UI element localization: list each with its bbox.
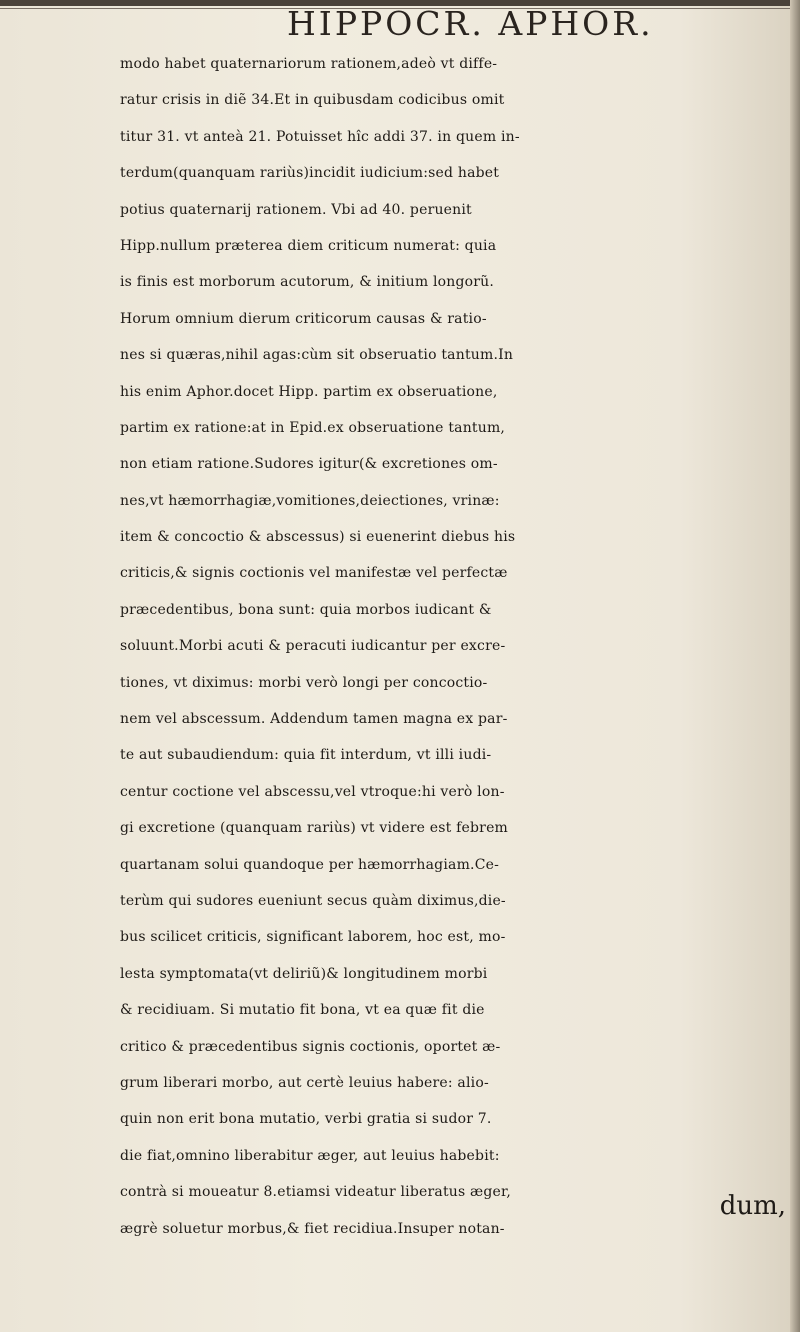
text-line: nem vel abscessum. Addendum tamen magna ex par- bbox=[120, 711, 508, 728]
text-line: Horum omnium dierum criticorum causas & ratio- bbox=[120, 310, 487, 327]
text-line: nes,vt hæmorrhagiæ,vomitiones,deiectiones, vrinæ: bbox=[120, 492, 500, 509]
text-line: soluunt.Morbi acuti & peracuti iudicantur per excre- bbox=[120, 638, 506, 655]
text-line: die fiat,omnino liberabitur æger, aut leuius habebit: bbox=[120, 1147, 500, 1164]
text-line: terùm qui sudores eueniunt secus quàm diximus,die- bbox=[120, 892, 506, 909]
text-line: partim ex ratione:at in Epid.ex obseruatione tantum, bbox=[120, 419, 506, 436]
text-line: præcedentibus, bona sunt: quia morbos iudicant & bbox=[120, 601, 492, 618]
text-line: modo habet quaternariorum rationem,adeò vt diffe- bbox=[120, 56, 498, 72]
text-line: non etiam ratione.Sudores igitur(& excretiones om- bbox=[120, 456, 498, 473]
text-line: his enim Aphor.docet Hipp. partim ex obseruatione, bbox=[120, 383, 498, 400]
text-line: bus scilicet criticis, significant laborem, hoc est, mo- bbox=[120, 929, 506, 946]
text-line: centur coctione vel abscessu,vel vtroque:hi verò lon- bbox=[120, 783, 505, 800]
text-line: critico & præcedentibus signis coctionis, oportet æ- bbox=[120, 1038, 501, 1055]
text-line: quin non erit bona mutatio, verbi gratia si sudor 7. bbox=[120, 1111, 492, 1128]
text-line: contrà si moueatur 8.etiamsi videatur liberatus æger, bbox=[120, 1184, 512, 1201]
text-line: te aut subaudiendum: quia fit interdum, vt illi iudi- bbox=[120, 747, 492, 764]
text-line: item & concoctio & abscessus) si euenerint diebus his bbox=[120, 529, 516, 546]
text-line: potius quaternarij rationem. Vbi ad 40. peruenit bbox=[120, 201, 472, 218]
text-line: grum liberari morbo, aut certè leuius habere: alio- bbox=[120, 1074, 489, 1091]
catchword: dum, bbox=[719, 1191, 786, 1221]
running-head: HIPPOCR. APHOR. bbox=[287, 4, 654, 43]
body-text bbox=[120, 46, 792, 1247]
text-line: ratur crisis in diẽ 34.Et in quibusdam codicibus omit bbox=[120, 92, 505, 109]
text-line: titur 31. vt anteà 21. Potuisset hîc addi 37. in quem in- bbox=[120, 128, 520, 145]
text-line: & recidiuam. Si mutatio fit bona, vt ea quæ fit die bbox=[120, 1002, 485, 1019]
text-line: tiones, vt diximus: morbi verò longi per concoctio- bbox=[120, 674, 488, 691]
text-line: gi excretione (quanquam rariùs) vt videre est febrem bbox=[120, 820, 509, 837]
text-line: terdum(quanquam rariùs)incidit iudicium:sed habet bbox=[120, 165, 500, 182]
text-line: ægrè soluetur morbus,& fiet recidiua.Insuper notan- bbox=[120, 1220, 505, 1237]
text-line: Hipp.nullum præterea diem criticum numerat: quia bbox=[120, 237, 497, 254]
text-line: criticis,& signis coctionis vel manifestæ vel perfectæ bbox=[120, 565, 508, 582]
text-line: is finis est morborum acutorum, & initium longorũ. bbox=[120, 274, 495, 291]
text-line: lesta symptomata(vt deliriũ)& longitudinem morbi bbox=[120, 965, 488, 982]
text-line: nes si quæras,nihil agas:cùm sit obseruatio tantum.In bbox=[120, 347, 514, 364]
text-line: quartanam solui quandoque per hæmorrhagiam.Ce- bbox=[120, 856, 500, 873]
